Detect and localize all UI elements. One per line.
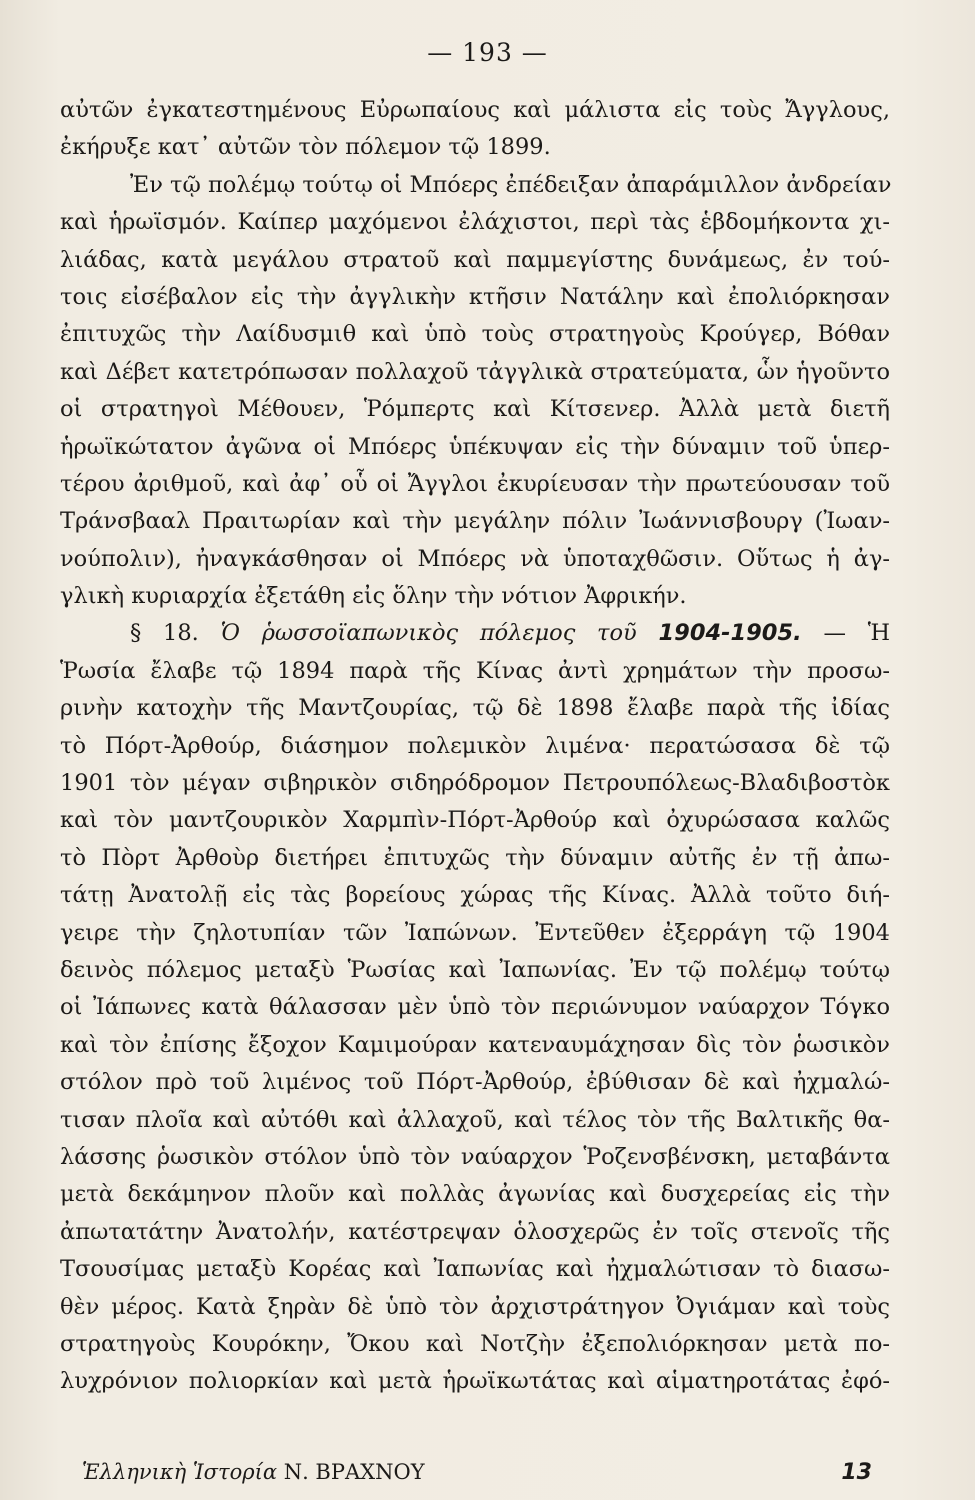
book-title: Ἑλληνικὴ Ἱστορία <box>82 1460 278 1484</box>
section-number: § 18. <box>130 620 199 647</box>
text-line: καὶ τὸν ἐπίσης ἔξοχον Καμιμούραν κατεναυμάχησαν δὶς τὸν ῥωσικὸν <box>60 1031 890 1058</box>
sheet-number: 13 <box>841 1460 872 1485</box>
text-line: Τράνσβααλ Πραιτωρίαν καὶ τὴν μεγάλην πόλιν Ἰωάννισβουργ (Ἰωαν- <box>60 508 890 535</box>
text-line: καὶ τὸν μαντζουρικὸν Χαρμπὶν-Πόρτ-Ἀρθούρ καὶ ὀχυρώσασα καλῶς <box>60 807 890 834</box>
text-line: καὶ ἡρωϊσμόν. Καίπερ μαχόμενοι ἐλάχιστοι, περὶ τὰς ἑβδομήκοντα χι- <box>60 209 890 236</box>
text-line: τὸ Πόρτ-Ἀρθούρ, διάσημον πολεμικὸν λιμένα· περατώσασα δὲ τῷ <box>60 732 890 759</box>
text-line: ρινὴν κατοχὴν τῆς Μαντζουρίας, τῷ δὲ 1898 ἔλαβε παρὰ τῆς ἰδίας <box>60 695 890 722</box>
text-line: ἀπωτατάτην Ἀνατολήν, κατέστρεψαν ὁλοσχερῶς ἐν τοῖς στενοῖς τῆς <box>60 1218 890 1245</box>
text-line: λυχρόνιον πολιορκίαν καὶ μετὰ ἡρωϊκωτάτας καὶ αἱματηροτάτας ἐφό- <box>60 1368 890 1395</box>
text-line: αὐτῶν ἐγκατεστημένους Εὐρωπαίους καὶ μάλιστα εἰς τοὺς Ἄγγλους, <box>60 97 890 123</box>
text-line: γλικὴ κυριαρχία ἐξετάθη εἰς ὅλην τὴν νότιον Ἀφρικήν. <box>60 583 687 610</box>
section-years: 1904-1905. <box>658 620 802 647</box>
text-line: Ἐν τῷ πολέμῳ τούτῳ οἱ Μπόερς ἐπέδειξαν ἀπαράμιλλον ἀνδρείαν <box>130 171 892 198</box>
page-number: — 193 — <box>427 38 548 67</box>
author-name: Ν. ΒΡΑΧΝΟΥ <box>283 1460 425 1484</box>
text-line: τοις εἰσέβαλον εἰς τὴν ἀγγλικὴν κτῆσιν Νατάλην καὶ ἐπολιόρκησαν <box>60 283 890 310</box>
text-line: τισαν πλοῖα καὶ αὐτόθι καὶ ἀλλαχοῦ, καὶ τέλος τὸν τῆς Βαλτικῆς θα- <box>60 1106 890 1133</box>
text-line: οἱ στρατηγοὶ Μέθουεν, Ῥόμπερτς καὶ Κίτσενερ. Ἀλλὰ μετὰ διετῆ <box>60 396 890 423</box>
text-line: γειρε τὴν ζηλοτυπίαν τῶν Ἰαπώνων. Ἐντεῦθεν ἐξερράγη τῷ 1904 <box>60 919 890 946</box>
text-line: ἐκήρυξε κατ᾿ αὐτῶν τὸν πόλεμον τῷ 1899. <box>60 134 551 161</box>
text-line: λιάδας, κατὰ μεγάλου στρατοῦ καὶ παμμεγίστης δυνάμεως, ἐν τού- <box>60 246 890 273</box>
text-line: λάσσης ῥωσικὸν στόλον ὑπὸ τὸν ναύαρχον Ῥοζενσβένσκη, μεταβάντα <box>60 1143 890 1170</box>
section-title: Ὁ ῥωσσοϊαπωνικὸς πόλεμος τοῦ <box>220 620 637 647</box>
section-lead-in: — Ἡ <box>823 620 891 647</box>
page-footer <box>82 1460 872 1484</box>
section-heading <box>60 615 890 652</box>
text-line: στόλον πρὸ τοῦ λιμένος τοῦ Πόρτ-Ἀρθούρ, ἐβύθισαν δὲ καὶ ἠχμαλώ- <box>60 1069 890 1096</box>
text-line: Τσουσίμας μεταξὺ Κορέας καὶ Ἰαπωνίας καὶ ἠχμαλώτισαν τὸ διασω- <box>60 1256 890 1283</box>
text-line: τὸ Πὸρτ Ἀρθοὺρ διετήρει ἐπιτυχῶς τὴν δύναμιν αὐτῆς ἐν τῇ ἀπω- <box>60 844 890 871</box>
body-text <box>60 92 890 1401</box>
text-line: καὶ Δέβετ κατετρόπωσαν πολλαχοῦ τἀγγλικὰ στρατεύματα, ὧν ἡγοῦντο <box>60 358 890 385</box>
text-line: οἱ Ἰάπωνες κατὰ θάλασσαν μὲν ὑπὸ τὸν περιώνυμον ναύαρχον Τόγκο <box>60 994 890 1021</box>
text-line: ἡρωϊκώτατον ἀγῶνα οἱ Μπόερς ὑπέκυψαν εἰς τὴν δύναμιν τοῦ ὑπερ- <box>60 433 890 460</box>
text-line: μετὰ δεκάμηνον πλοῦν καὶ πολλὰς ἀγωνίας καὶ δυσχερείας εἰς τὴν <box>60 1181 890 1208</box>
text-line: δεινὸς πόλεμος μεταξὺ Ῥωσίας καὶ Ἰαπωνίας. Ἐν τῷ πολέμῳ τούτῳ <box>60 956 890 983</box>
text-line: 1901 τὸν μέγαν σιβηρικὸν σιδηρόδρομον Πετρουπόλεως-Βλαδιβοστὸκ <box>60 770 890 797</box>
text-line: ἐπιτυχῶς τὴν Λαίδυσμιθ καὶ ὑπὸ τοὺς στρατηγοὺς Κρούγερ, Βόθαν <box>60 321 890 348</box>
text-line: Ῥωσία ἔλαβε τῷ 1894 παρὰ τῆς Κίνας ἀντὶ χρημάτων τὴν προσω- <box>60 657 890 684</box>
text-line: στρατηγοὺς Κουρόκην, Ὄκου καὶ Νοτζὴν ἐξεπολιόρκησαν μετὰ πο- <box>60 1330 890 1357</box>
text-line: τέρου ἀριθμοῦ, καὶ ἀφ᾿ οὗ οἱ Ἄγγλοι ἐκυρίευσαν τὴν πρωτεύουσαν τοῦ <box>60 470 890 497</box>
text-line: τάτῃ Ἀνατολῇ εἰς τὰς βορείους χώρας τῆς Κίνας. Ἀλλὰ τοῦτο διή- <box>60 882 890 909</box>
text-line: θὲν μέρος. Κατὰ ξηρὰν δὲ ὑπὸ τὸν ἀρχιστράτηγον Ὀγιάμαν καὶ τοὺς <box>60 1293 890 1320</box>
text-line: νούπολιν), ἠναγκάσθησαν οἱ Μπόερς νὰ ὑποταχθῶσιν. Οὕτως ἡ ἀγ- <box>60 545 890 572</box>
